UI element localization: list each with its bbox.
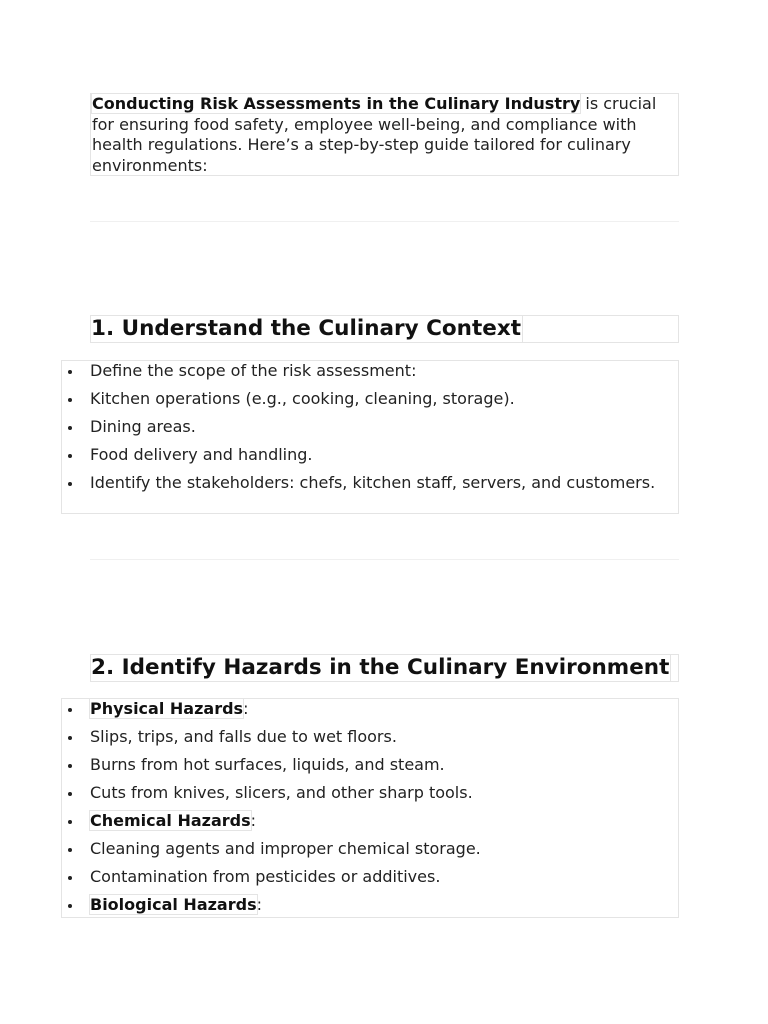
list-item-physical-hazards bbox=[62, 699, 678, 720]
list-item-text: Cleaning agents and improper chemical storage. bbox=[90, 839, 481, 858]
list-item-text: : bbox=[250, 811, 257, 830]
list-item: Kitchen operations (e.g., cooking, cleaning, storage). bbox=[62, 389, 678, 410]
list-item-text: : bbox=[256, 895, 262, 914]
list-item-text: Slips, trips, and falls due to wet floors. bbox=[90, 727, 397, 746]
section-2-list bbox=[62, 699, 678, 916]
intro-paragraph bbox=[90, 93, 679, 176]
list-item: Food delivery and handling. bbox=[62, 445, 678, 466]
list-item bbox=[62, 783, 678, 804]
list-item bbox=[62, 755, 678, 776]
list-item: Define the scope of the risk assessment: bbox=[62, 361, 678, 382]
list-item-text: Cuts from knives, slicers, and other sharp tools. bbox=[90, 783, 473, 802]
section-2-list-box bbox=[61, 698, 679, 918]
section-2-heading-box bbox=[90, 654, 679, 682]
section-1-list-box bbox=[61, 360, 679, 514]
list-item bbox=[62, 839, 678, 860]
section-1-heading-box bbox=[90, 315, 679, 343]
divider bbox=[90, 221, 679, 222]
intro-text: is crucial for ensuring food safety, employee well-being, and compliance with health regulations. Here’s a step-by-step guide tailored for culinary environments: bbox=[92, 94, 657, 175]
list-item: Identify the stakeholders: chefs, kitchen staff, servers, and customers. bbox=[62, 473, 678, 494]
section-1-heading: 1. Understand the Culinary Context bbox=[91, 316, 521, 341]
list-item-chemical-hazards bbox=[62, 811, 678, 832]
section-2-heading: 2. Identify Hazards in the Culinary Environment bbox=[91, 655, 670, 680]
list-item: Dining areas. bbox=[62, 417, 678, 438]
list-item bbox=[62, 867, 678, 888]
intro-title: Conducting Risk Assessments in the Culinary Industry bbox=[92, 94, 581, 113]
list-item-text: : bbox=[243, 699, 249, 718]
list-item-text: Contamination from pesticides or additives. bbox=[90, 867, 441, 886]
list-item-bold: Chemical Hazards bbox=[90, 811, 251, 830]
list-item-text: Burns from hot surfaces, liquids, and steam. bbox=[90, 755, 445, 774]
divider bbox=[90, 559, 679, 560]
list-item bbox=[62, 727, 678, 748]
list-item-bold: Biological Hazards bbox=[90, 895, 257, 914]
section-1-list bbox=[62, 361, 678, 494]
list-item-bold: Physical Hazards bbox=[90, 699, 244, 718]
list-item-biological-hazards bbox=[62, 895, 678, 916]
